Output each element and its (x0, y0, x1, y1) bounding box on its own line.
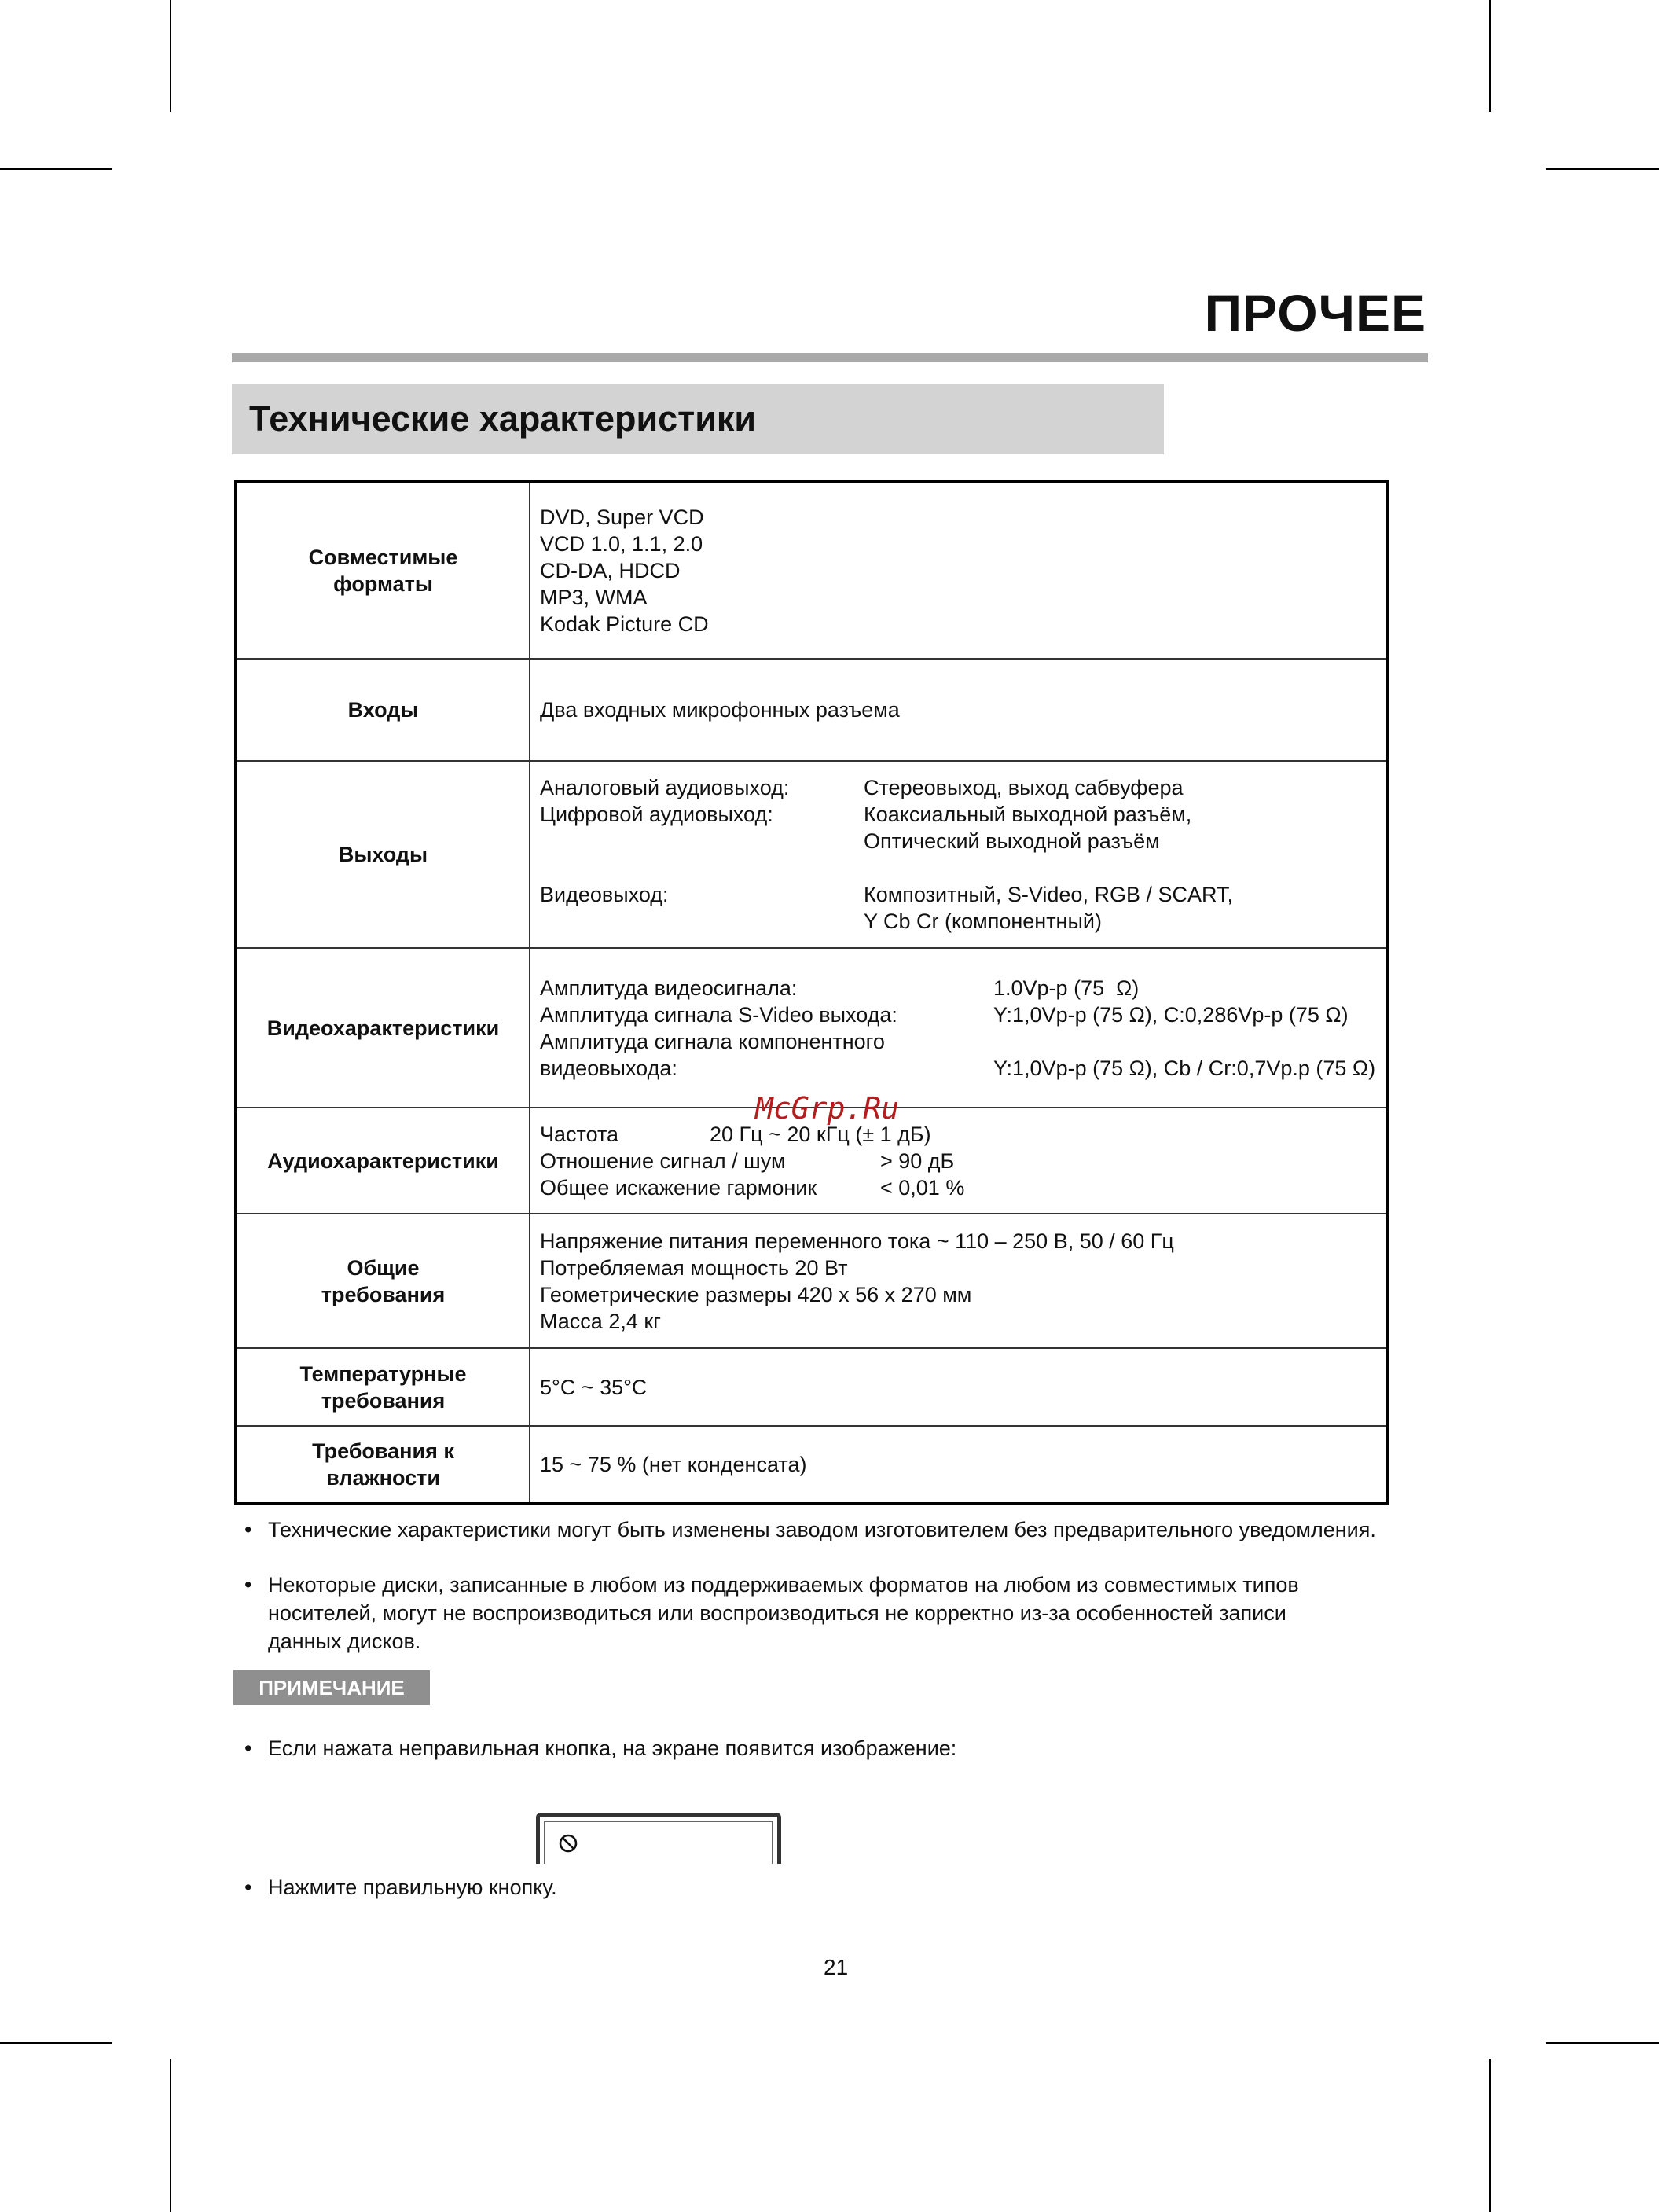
row-label-general: Общие требования (236, 1214, 530, 1348)
format-line: MP3, WMA (540, 585, 648, 609)
table-row (236, 761, 1387, 948)
format-line: Kodak Picture CD (540, 612, 709, 636)
crop-mark (170, 2059, 171, 2212)
note-bullet: • Если нажата неправильная кнопка, на экране появится изображение: (244, 1734, 1447, 1762)
bullet-dot: • (244, 1518, 252, 1541)
bullet-dot: • (244, 1876, 252, 1899)
row-value-inputs: Два входных микрофонных разъема (530, 659, 1387, 761)
screen-illustration (536, 1813, 781, 1864)
row-value-temperature: 5°C ~ 35°C (530, 1348, 1387, 1426)
row-value-audio: Частота 20 Гц ~ 20 кГц (± 1 дБ) Отношение сигнал / шум > 90 дБ Общее искажение гармоник < 0,01 % (530, 1108, 1387, 1214)
row-label-video: Видеохарактеристики (236, 948, 530, 1108)
table-row (236, 1348, 1387, 1426)
crop-mark (1489, 0, 1491, 112)
bullet-dot: • (244, 1573, 252, 1597)
crop-mark (1546, 2042, 1659, 2044)
section-title: Технические характеристики (232, 384, 1164, 454)
table-row (236, 1214, 1387, 1348)
specs-table (234, 480, 1389, 1505)
watermark: McGrp.Ru (755, 1091, 900, 1126)
row-value-outputs: Аналоговый аудиовыход: Стереовыход, выход сабвуфера Цифровой аудиовыход: Коаксиальный выходной разъём, Оптический выходной разъём Видеовыход: Композитный, S-Video, RGB / SCART, Y Cb Cr (компонентный) (530, 761, 1387, 948)
table-row (236, 1426, 1387, 1504)
page-number: 21 (824, 1955, 849, 1979)
row-value-general: Напряжение питания переменного тока ~ 110 – 250 В, 50 / 60 Гц Потребляемая мощность 20 Вт Геометрические размеры 420 x 56 x 270 мм Масса 2,4 кг (530, 1214, 1387, 1348)
row-label-outputs: Выходы (236, 761, 530, 948)
page-title: ПРОЧЕЕ (1204, 284, 1426, 342)
table-row (236, 948, 1387, 1108)
crop-mark (170, 0, 171, 112)
title-rule (232, 353, 1428, 362)
row-value-video: Амплитуда видеосигнала: 1.0Vp-p (75 Ω) Амплитуда сигнала S-Video выхода: Y:1,0Vp-p (75 Ω), C:0,286Vp-p (75 Ω) Амплитуда сигнала компонентного видеовыхода: Y:1,0Vp-p (75 Ω), Cb / Cr:0,7Vp.p (75 Ω) (530, 948, 1387, 1108)
prohibited-icon (559, 1834, 578, 1853)
format-line: VCD 1.0, 1.1, 2.0 (540, 531, 703, 556)
note-bullet: • Некоторые диски, записанные в любом из поддерживаемых форматов на любом из совместимых типов носителей, могут не воспроизводиться или воспроизводиться не корректно из-за особенностей записи данных дисков. (244, 1571, 1447, 1655)
crop-mark (0, 168, 112, 170)
table-row (236, 659, 1387, 761)
row-label-audio: Аудиохарактеристики (236, 1108, 530, 1214)
row-value-humidity: 15 ~ 75 % (нет конденсата) (530, 1426, 1387, 1504)
table-row (236, 481, 1387, 659)
crop-mark (0, 2042, 112, 2044)
row-label-inputs: Входы (236, 659, 530, 761)
row-label-formats: Совместимые форматы (236, 481, 530, 659)
format-line: DVD, Super VCD (540, 505, 704, 529)
bullet-dot: • (244, 1736, 252, 1760)
crop-mark (1546, 168, 1659, 170)
note-bullet: • Технические характеристики могут быть изменены заводом изготовителем без предварительного уведомления. (244, 1516, 1447, 1544)
format-line: CD-DA, HDCD (540, 558, 681, 582)
note-badge: ПРИМЕЧАНИЕ (233, 1670, 430, 1705)
row-label-humidity: Требования к влажности (236, 1426, 530, 1504)
row-value-formats (530, 481, 1387, 659)
note-bullet: • Нажмите правильную кнопку. (244, 1873, 1447, 1902)
row-label-temperature: Температурные требования (236, 1348, 530, 1426)
crop-mark (1489, 2059, 1491, 2212)
